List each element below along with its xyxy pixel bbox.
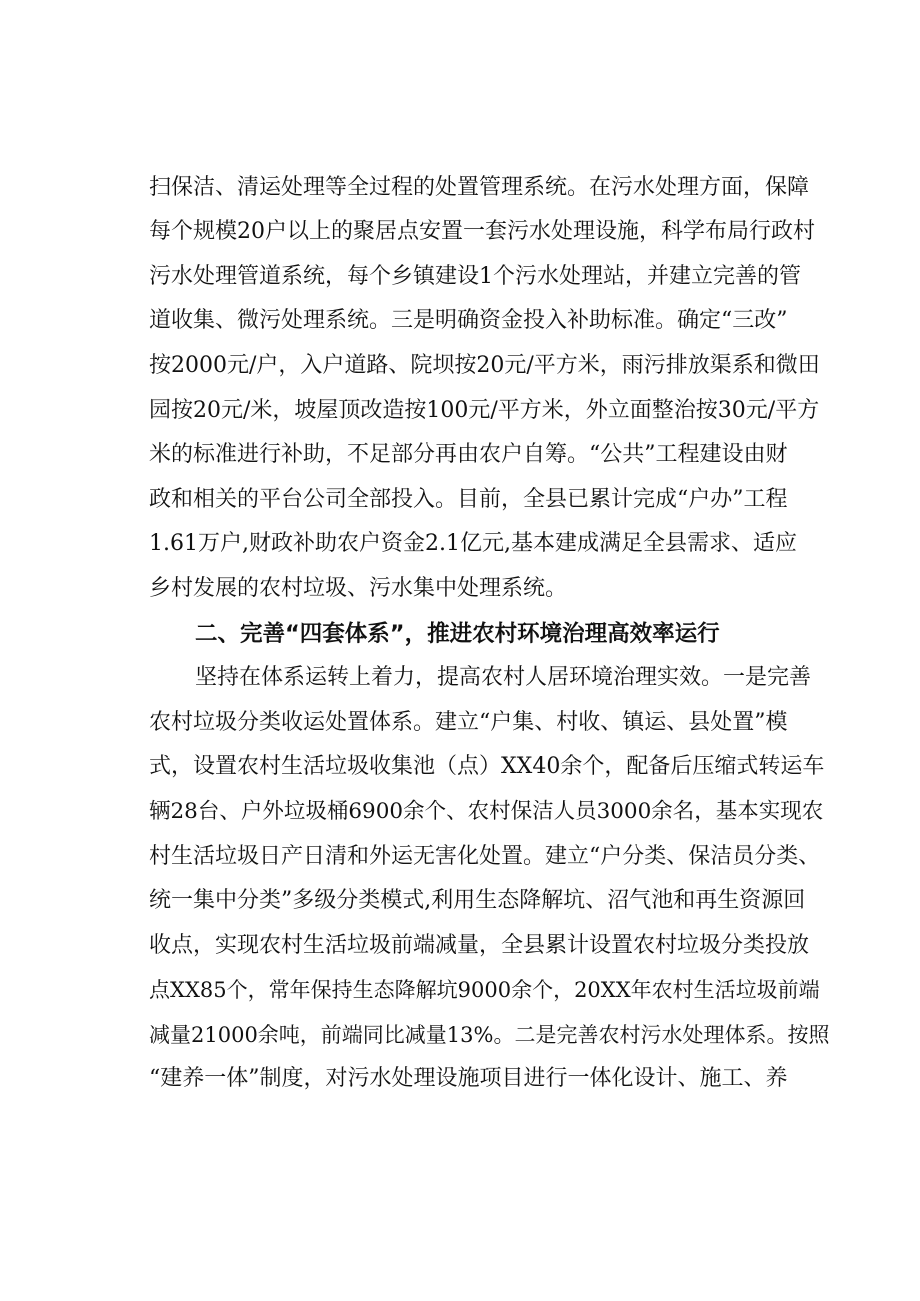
text-line: 乡村发展的农村垃圾、污水集中处理系统。 <box>149 576 568 601</box>
text-line: 污水处理管道系统，每个乡镇建设1个污水处理站，并建立完善的管 <box>149 264 801 289</box>
text-line: 减量21000余吨，前端同比减量13%。二是完善农村污水处理体系。按照 <box>149 1023 829 1047</box>
text-line: 统一集中分类”多级分类模式,利用生态降解坑、沼气池和再生资源回 <box>149 888 806 913</box>
text-line: 收点，实现农村生活垃圾前端减量，全县累计设置农村垃圾分类投放 <box>149 933 810 958</box>
text-line: 1.61万户,财政补助农户资金2.1亿元,基本建成满足全县需求、适应 <box>149 531 797 556</box>
text-line: 式，设置农村生活垃圾收集池（点）XX40余个，配备后压缩式转运车 <box>149 754 825 779</box>
section-heading: 二、完善“四套体系”，推进农村环境治理高效率运行 <box>195 621 720 647</box>
text-line: 道收集、微污处理系统。三是明确资金投入补助标准。确定“三改” <box>149 308 788 333</box>
text-line: 辆28台、户外垃圾桶6900余个、农村保洁人员3000余名，基本实现农 <box>149 799 824 824</box>
text-line: 每个规模20户以上的聚居点安置一套污水处理设施，科学布局行政村 <box>149 219 815 244</box>
text-line: 扫保洁、清运处理等全过程的处置管理系统。在污水处理方面，保障 <box>149 175 810 200</box>
text-line: 农村垃圾分类收运处置体系。建立“户集、村收、镇运、县处置”模 <box>149 710 788 735</box>
text-line: 按2000元/户，入户道路、院坝按20元/平方米，雨污排放渠系和微田 <box>149 353 820 378</box>
text-line: 坚持在体系运转上着力，提高农村人居环境治理实效。一是完善 <box>195 665 812 690</box>
text-line: “建养一体”制度，对污水处理设施项目进行一体化设计、施工、养 <box>149 1066 788 1091</box>
text-line: 政和相关的平台公司全部投入。目前，全县已累计完成“户办”工程 <box>149 487 788 512</box>
text-line: 村生活垃圾日产日清和外运无害化处置。建立“户分类、保洁员分类、 <box>149 844 821 869</box>
text-line: 园按20元/米，坡屋顶改造按100元/平方米，外立面整治按30元/平方 <box>149 398 820 423</box>
text-line: 点XX85个，常年保持生态降解坑9000余个，20XX年农村生活垃圾前端 <box>149 978 820 1002</box>
text-line: 米的标准进行补助，不足部分再由农户自筹。“公共”工程建设由财 <box>149 442 788 467</box>
